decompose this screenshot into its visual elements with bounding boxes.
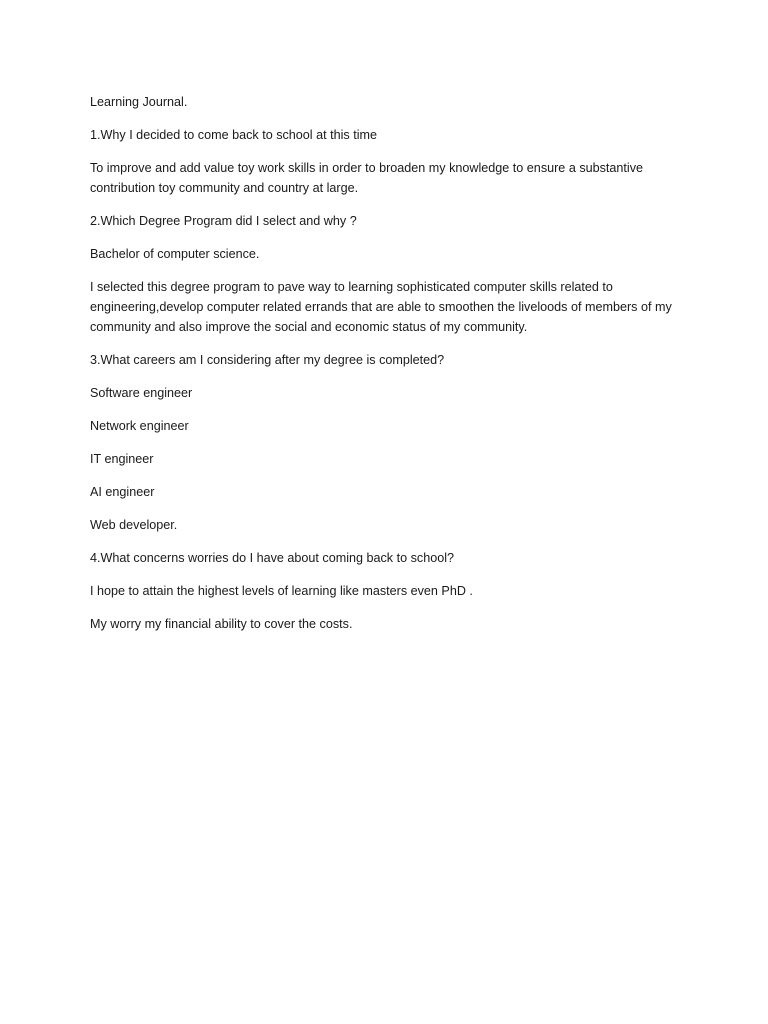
answer-1: To improve and add value toy work skills in order to broaden my knowledge to ensure a substantive contribution toy community and country at large.: [90, 161, 644, 195]
answer-2-reason: I selected this degree program to pave way to learning sophisticated computer skills related to engineering,develop computer related errands that are able to smoothen the liveloods of members of my community and also improve the social and economic status of my community.: [90, 280, 672, 334]
career-item: AI engineer: [90, 485, 155, 499]
career-item: Software engineer: [90, 386, 193, 400]
career-item: Web developer.: [90, 518, 178, 532]
question-2: 2.Which Degree Program did I select and why ?: [90, 214, 357, 228]
question-4: 4.What concerns worries do I have about coming back to school?: [90, 551, 455, 565]
question-1: 1.Why I decided to come back to school at this time: [90, 128, 377, 142]
answer-4-hope: I hope to attain the highest levels of learning like masters even PhD .: [90, 584, 473, 598]
answer-2-degree: Bachelor of computer science.: [90, 247, 260, 261]
career-item: IT engineer: [90, 452, 154, 466]
answer-4-worry: My worry my financial ability to cover the costs.: [90, 617, 353, 631]
career-item: Network engineer: [90, 419, 189, 433]
document-title: Learning Journal.: [90, 95, 188, 109]
question-3: 3.What careers am I considering after my degree is completed?: [90, 353, 445, 367]
document-body: [90, 92, 680, 647]
